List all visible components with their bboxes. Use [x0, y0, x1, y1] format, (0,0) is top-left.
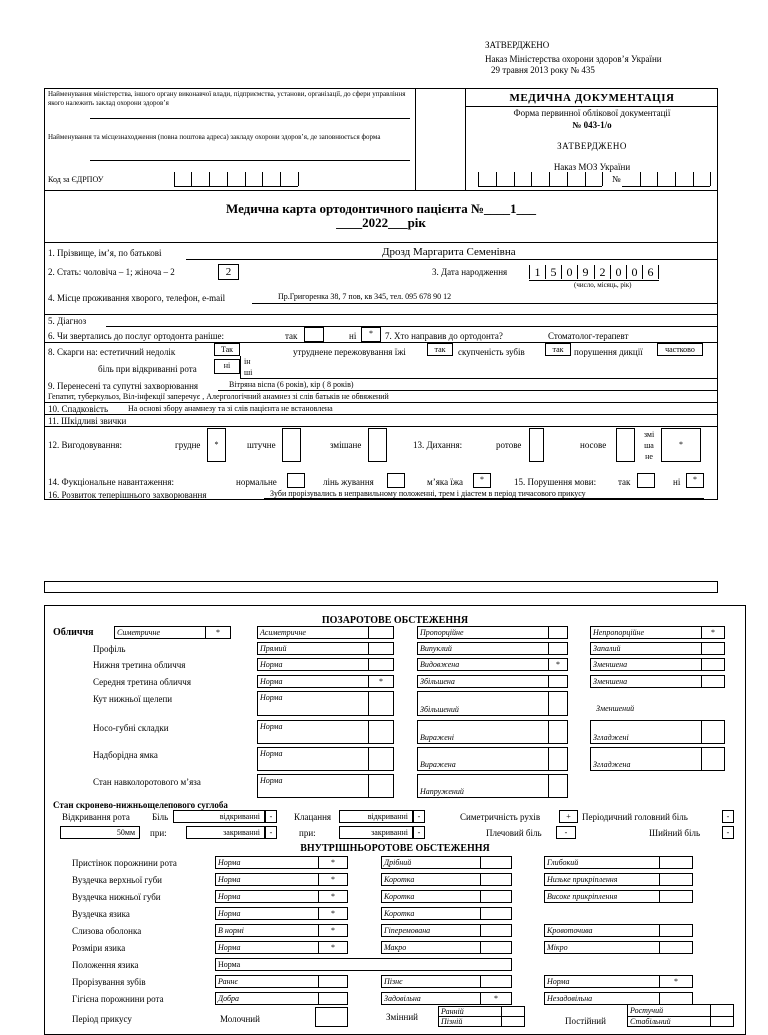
option[interactable]: Мікро	[544, 941, 660, 954]
header-approved: ЗАТВЕРДЖЕНО	[557, 141, 627, 151]
q6-yes-label: так	[285, 331, 298, 341]
option-mark[interactable]	[659, 873, 693, 886]
facility-label: Найменування та місцезнаходження (повна поштова адреса) закладу охорони здоров’я, де заповнюється форма	[48, 133, 381, 141]
tmj-click-opening[interactable]: відкриванні	[339, 810, 413, 823]
option[interactable]: Коротка	[381, 890, 481, 903]
form-type: Форма первинної облікової документації	[513, 108, 671, 118]
option-mark[interactable]	[480, 873, 512, 886]
card-number: 1	[510, 201, 517, 216]
option[interactable]: Норма	[215, 873, 319, 886]
tmj-symmetry-value[interactable]: +	[559, 810, 578, 823]
q12-artificial-box[interactable]	[282, 428, 301, 462]
tmj-click-label: Клацання	[294, 812, 332, 822]
q12-breast-label: грудне	[175, 440, 201, 450]
option-mark[interactable]	[548, 747, 568, 771]
dob-digit[interactable]: 0	[631, 265, 638, 279]
option[interactable]: Норма	[257, 774, 369, 798]
option[interactable]: Норма	[215, 890, 319, 903]
option-mark[interactable]	[548, 642, 568, 655]
option[interactable]: Дрібний	[381, 856, 481, 869]
tmj-neck-label: Шийний біль	[649, 828, 701, 838]
tmj-headache-label: Періодичний головний біль	[582, 812, 688, 822]
face-asymmetric-mark[interactable]	[368, 626, 394, 639]
q12-mixed-box[interactable]	[368, 428, 387, 462]
name-value[interactable]: Дрозд Маргарита Семенівна	[382, 246, 516, 258]
row-label: Вуздечка язика	[72, 909, 130, 919]
bite-late-mark[interactable]	[501, 1016, 525, 1027]
dob-digit[interactable]: 1	[534, 265, 541, 279]
q15-label: 15. Порушення мови:	[514, 477, 597, 487]
q9-value-line2[interactable]: Гепатит, туберкульоз, Віл-інфекції заперечує , Алергологічний анамнез зі слів батьків не обвяжений	[48, 392, 389, 401]
dob-digit[interactable]: 9	[582, 265, 589, 279]
face-symmetric-mark[interactable]: *	[205, 626, 231, 639]
option[interactable]: Напружений	[417, 774, 549, 798]
tmj-headache-value[interactable]: -	[722, 810, 734, 823]
bite-milk-box[interactable]	[315, 1007, 348, 1027]
tmj-pain-label: Біль	[152, 812, 169, 822]
option[interactable]: Зменшена	[590, 675, 702, 688]
q7-value[interactable]: Стоматолог-терапевт	[548, 331, 629, 341]
approval-line2: 29 травня 2013 року № 435	[491, 65, 595, 75]
row-label: Надборідна ямка	[93, 750, 158, 760]
option[interactable]: Високе прикріплення	[544, 890, 660, 903]
option[interactable]: Задовільна	[381, 992, 481, 1005]
option-mark[interactable]	[548, 675, 568, 688]
face-disproportional-mark[interactable]: *	[701, 626, 725, 639]
dob-hint: (число, місяць, рік)	[574, 281, 632, 289]
option[interactable]: Зменшений	[596, 704, 635, 713]
row-label: Розміри язика	[72, 943, 126, 953]
bite-milk-label: Молочний	[220, 1014, 260, 1024]
option[interactable]: Згладжені	[590, 720, 702, 744]
tmj-pain-closing[interactable]: закриванні	[186, 826, 265, 839]
q14-soft-box[interactable]: *	[473, 473, 491, 488]
bite-permanent-label: Постійний	[565, 1016, 606, 1026]
q7-label: 7. Хто направив до ортодонта?	[385, 331, 503, 341]
dob-digit[interactable]: 5	[550, 265, 557, 279]
dob-digit[interactable]: 0	[566, 265, 573, 279]
sex-label: 2. Стать: чоловіча – 1; жіноча – 2	[48, 267, 175, 277]
tmj-title: Стан скронево-нижньощелепового суглоба	[53, 800, 228, 810]
option[interactable]: Збільшений	[417, 691, 549, 716]
q9-value[interactable]: Вітряна віспа (6 років), кір ( 8 років)	[229, 380, 354, 389]
option-mark[interactable]	[480, 975, 512, 988]
row-label: Вуздечка нижньої губи	[72, 892, 161, 902]
option[interactable]: В нормі	[215, 924, 319, 937]
dob-digit[interactable]: 6	[647, 265, 654, 279]
tmj-shoulder-value[interactable]: -	[556, 826, 576, 839]
option-mark[interactable]: *	[318, 907, 348, 920]
option-mark[interactable]	[368, 658, 394, 671]
form-number: № 043-1/о	[572, 120, 612, 130]
option-mark[interactable]: *	[480, 992, 512, 1005]
q8-speech-label: порушення дикції	[574, 347, 643, 357]
q13-mixed-label: змі ша не	[643, 430, 655, 461]
option-mark[interactable]: *	[318, 924, 348, 937]
option[interactable]: Коротка	[381, 907, 481, 920]
option-mark[interactable]: *	[548, 658, 568, 671]
card-year: ____2022___рік	[336, 215, 426, 230]
dob-digit[interactable]: 0	[615, 265, 622, 279]
approval-title: ЗАТВЕРДЖЕНО	[485, 40, 550, 50]
q14-normal-box[interactable]	[287, 473, 305, 488]
option[interactable]: Норма	[215, 941, 319, 954]
option-mark[interactable]	[480, 924, 512, 937]
q8-pain-label: біль при відкриванні рота	[98, 364, 197, 374]
page-divider-bar	[44, 581, 718, 593]
tmj-neck-value[interactable]: -	[722, 826, 734, 839]
option-mark[interactable]: *	[318, 890, 348, 903]
option[interactable]: Зменшена	[590, 658, 702, 671]
bite-mixed-label: Змінний	[386, 1012, 418, 1022]
option-mark[interactable]	[701, 747, 725, 771]
q13-mouth-box[interactable]	[529, 428, 544, 462]
option-mark[interactable]	[701, 642, 725, 655]
q16-value[interactable]: Зуби прорізувались в неправильному положенні, трем і діастем в період тичасового прикусу	[270, 489, 586, 498]
option-mark[interactable]	[368, 720, 394, 744]
q6-no-label: ні	[349, 331, 357, 341]
q6-label: 6. Чи звертались до послуг ортодонта раніше:	[48, 331, 224, 341]
q15-yes-label: так	[618, 477, 631, 487]
row-label: Вуздечка верхньої губи	[72, 875, 162, 885]
option[interactable]: Запалий	[590, 642, 702, 655]
sex-value[interactable]: 2	[218, 264, 239, 280]
q8-pain-value[interactable]: ні	[214, 359, 240, 374]
row-label: Кут нижньої щелепи	[93, 694, 173, 704]
q6-no-box[interactable]: *	[361, 327, 381, 342]
option-mark[interactable]	[659, 941, 693, 954]
tmj-symmetry-label: Симетричність рухів	[460, 812, 541, 822]
q8-label: 8. Скарги на: естетичний недолік	[48, 347, 176, 357]
tmj-shoulder-label: Плечовий біль	[486, 828, 542, 838]
q14-normal-label: нормальне	[236, 477, 277, 487]
card-title: Медична карта ортодонтичного пацієнта №____1___	[225, 201, 537, 216]
bite-late[interactable]: Пізній	[438, 1016, 502, 1027]
option[interactable]: Коротка	[381, 873, 481, 886]
row-label: Стан навколоротового м’яза	[93, 777, 201, 787]
row-label: Профіль	[93, 644, 126, 654]
address-label: 4. Місце проживання хворого, телефон, e-mail	[48, 293, 226, 303]
row-label: Слизова оболонка	[72, 926, 142, 936]
q13-nose-label: носове	[580, 440, 607, 450]
option[interactable]: Виражені	[417, 720, 549, 744]
address-value[interactable]: Пр.Григоренка 38, 7 пов, кв 345, тел. 095 678 90 12	[278, 292, 452, 301]
option[interactable]: Добра	[215, 992, 319, 1005]
option-mark[interactable]	[480, 856, 512, 869]
option-mark[interactable]	[368, 642, 394, 655]
tmj-at-label-2: при:	[299, 828, 316, 838]
option[interactable]: Виражена	[417, 747, 549, 771]
option-mark[interactable]: *	[318, 941, 348, 954]
option[interactable]: Випуклий	[417, 642, 549, 655]
q8-aesthetic-value[interactable]: Так	[214, 343, 240, 356]
q13-mouth-label: ротове	[496, 440, 522, 450]
option-mark[interactable]	[659, 924, 693, 937]
tmj-opening-mm[interactable]: 50мм	[60, 826, 140, 839]
option-mark[interactable]	[368, 774, 394, 798]
moz-order: Наказ МОЗ України	[553, 162, 631, 172]
option[interactable]: Прямий	[257, 642, 369, 655]
bite-stable[interactable]: Стабільний	[627, 1016, 711, 1027]
approval-line1: Наказ Міністерства охорони здоров’я України	[485, 54, 662, 64]
face-label: Обличчя	[53, 627, 94, 638]
q12-label: 12. Вигодовування:	[48, 440, 122, 450]
q14-lazy-box[interactable]	[387, 473, 405, 488]
q14-soft-label: м’яка їжа	[427, 477, 464, 487]
option[interactable]: Норма	[215, 958, 512, 971]
option-mark[interactable]	[701, 675, 725, 688]
row-label: Прорізування зубів	[72, 977, 146, 987]
q13-mixed-box[interactable]: *	[661, 428, 701, 462]
option[interactable]: Гіперемована	[381, 924, 481, 937]
option[interactable]: Видовжена	[417, 658, 549, 671]
diagnosis-label: 5. Діагноз	[48, 316, 87, 326]
tmj-click-closing[interactable]: закриванні	[339, 826, 413, 839]
q8-speech-value[interactable]: частково	[657, 343, 703, 356]
q12-artificial-label: штучне	[247, 440, 276, 450]
option[interactable]: Глибокий	[544, 856, 660, 869]
tmj-opening-label: Відкривання рота	[62, 812, 130, 822]
option[interactable]: Збільшена	[417, 675, 549, 688]
face-proportional[interactable]: Пропорційне	[417, 626, 549, 639]
option-mark[interactable]	[318, 975, 348, 988]
tmj-click-opening-mark[interactable]: -	[413, 810, 425, 823]
face-disproportional[interactable]: Непропорційне	[590, 626, 702, 639]
q15-no-box[interactable]: *	[686, 473, 704, 488]
option[interactable]: Пізнє	[381, 975, 481, 988]
q16-label: 16. Розвиток теперішнього захворювання	[48, 490, 207, 500]
option[interactable]: Раннє	[215, 975, 319, 988]
q15-yes-box[interactable]	[637, 473, 655, 488]
intraoral-title: ВНУТРІШНЬОРОТОВЕ ОБСТЕЖЕННЯ	[300, 843, 490, 854]
option[interactable]: Норма	[257, 747, 369, 771]
row-label: Пристінок порожнини рота	[72, 858, 177, 868]
q8-crowding-label: скупченість зубів	[458, 347, 525, 357]
q15-no-label: ні	[673, 477, 681, 487]
option-mark[interactable]	[548, 691, 568, 716]
option[interactable]: Кровоточива	[544, 924, 660, 937]
option[interactable]: Низьке прикріплення	[544, 873, 660, 886]
option-mark[interactable]	[701, 658, 725, 671]
row-label: Середня третина обличчя	[93, 677, 191, 687]
edrpou-label: Код за ЄДРПОУ	[48, 175, 104, 184]
medical-documentation-title: МЕДИЧНА ДОКУМЕНТАЦІЯ	[509, 92, 675, 104]
order-no-label: №	[612, 174, 621, 184]
q9-label: 9. Перенесені та супутні захворювання	[48, 381, 199, 391]
option-mark[interactable]	[701, 720, 725, 744]
tmj-pain-closing-mark[interactable]: -	[265, 826, 277, 839]
option-mark[interactable]: *	[659, 975, 693, 988]
option-mark[interactable]	[659, 890, 693, 903]
option-mark[interactable]	[480, 907, 512, 920]
face-symmetric[interactable]: Симетричне	[114, 626, 206, 639]
option[interactable]: Норма	[544, 975, 660, 988]
tmj-at-label: при:	[150, 828, 167, 838]
bite-label: Період прикусу	[72, 1014, 132, 1024]
dob-digit[interactable]: 2	[599, 265, 606, 279]
q8-eating-value[interactable]: так	[427, 343, 453, 356]
q8-eating-label: утруднене пережовування їжі	[293, 347, 406, 357]
bite-stable-mark[interactable]	[710, 1016, 734, 1027]
q6-yes-box[interactable]	[304, 327, 324, 342]
name-label: 1. Прізвище, ім’я, по батькові	[48, 248, 162, 258]
bite-growing[interactable]: Ростучий	[627, 1004, 711, 1017]
option[interactable]: Норма	[257, 675, 369, 688]
row-label: Положення язика	[72, 960, 139, 970]
option-mark[interactable]	[318, 992, 348, 1005]
option-mark[interactable]	[659, 856, 693, 869]
q10-value[interactable]: На основі збору анамнезу та зі слів пацієнта не встановлена	[128, 404, 333, 413]
option-mark[interactable]	[548, 720, 568, 744]
option[interactable]: Макро	[381, 941, 481, 954]
option-mark[interactable]: *	[368, 675, 394, 688]
q8-other-2: ші	[244, 368, 253, 377]
q14-label: 14. Фукціональне навантаження:	[48, 477, 175, 487]
option[interactable]: Норма	[257, 691, 369, 716]
q11-label: 11. Шкідливі звички	[48, 416, 127, 426]
option-mark[interactable]	[480, 941, 512, 954]
row-label: Носо-губні складки	[93, 723, 169, 733]
option-mark[interactable]	[368, 691, 394, 716]
face-proportional-mark[interactable]	[548, 626, 568, 639]
dob-label: 3. Дата народження	[432, 267, 508, 277]
option[interactable]: Незадовільна	[544, 992, 660, 1005]
option[interactable]: Норма	[215, 856, 319, 869]
row-label: Нижня третина обличчя	[93, 660, 186, 670]
option-mark[interactable]: *	[318, 873, 348, 886]
option[interactable]: Норма	[257, 658, 369, 671]
q13-label: 13. Дихання:	[413, 440, 463, 450]
extraoral-title: ПОЗАРОТОВЕ ОБСТЕЖЕННЯ	[321, 615, 469, 626]
q8-other-1: ін	[244, 357, 251, 366]
option-mark[interactable]	[548, 774, 568, 798]
row-label: Гігієна порожнини рота	[72, 994, 164, 1004]
bite-early[interactable]: Ранній	[438, 1006, 502, 1017]
ministry-label: Найменування міністерства, іншого органу виконавчої влади, підприємства, установи, організації, до сфери управління якого належить заклад охорони здоров’я	[48, 90, 406, 107]
q13-nose-box[interactable]	[616, 428, 635, 462]
tmj-pain-opening[interactable]: відкриванні	[173, 810, 265, 823]
q8-crowding-value[interactable]: так	[545, 343, 571, 356]
option[interactable]: Згладжена	[590, 747, 702, 771]
q14-lazy-label: лінь жування	[323, 477, 374, 487]
option[interactable]: Норма	[215, 907, 319, 920]
option-mark[interactable]	[480, 890, 512, 903]
option-mark[interactable]: *	[318, 856, 348, 869]
face-asymmetric[interactable]: Асиметричне	[257, 626, 369, 639]
tmj-click-closing-mark[interactable]: -	[413, 826, 425, 839]
option-mark[interactable]	[368, 747, 394, 771]
q10-label: 10. Спадковість	[48, 404, 109, 414]
tmj-pain-opening-mark[interactable]: -	[265, 810, 277, 823]
q12-mixed-label: змішане	[330, 440, 362, 450]
q12-breast-box[interactable]: *	[207, 428, 226, 462]
option[interactable]: Норма	[257, 720, 369, 744]
